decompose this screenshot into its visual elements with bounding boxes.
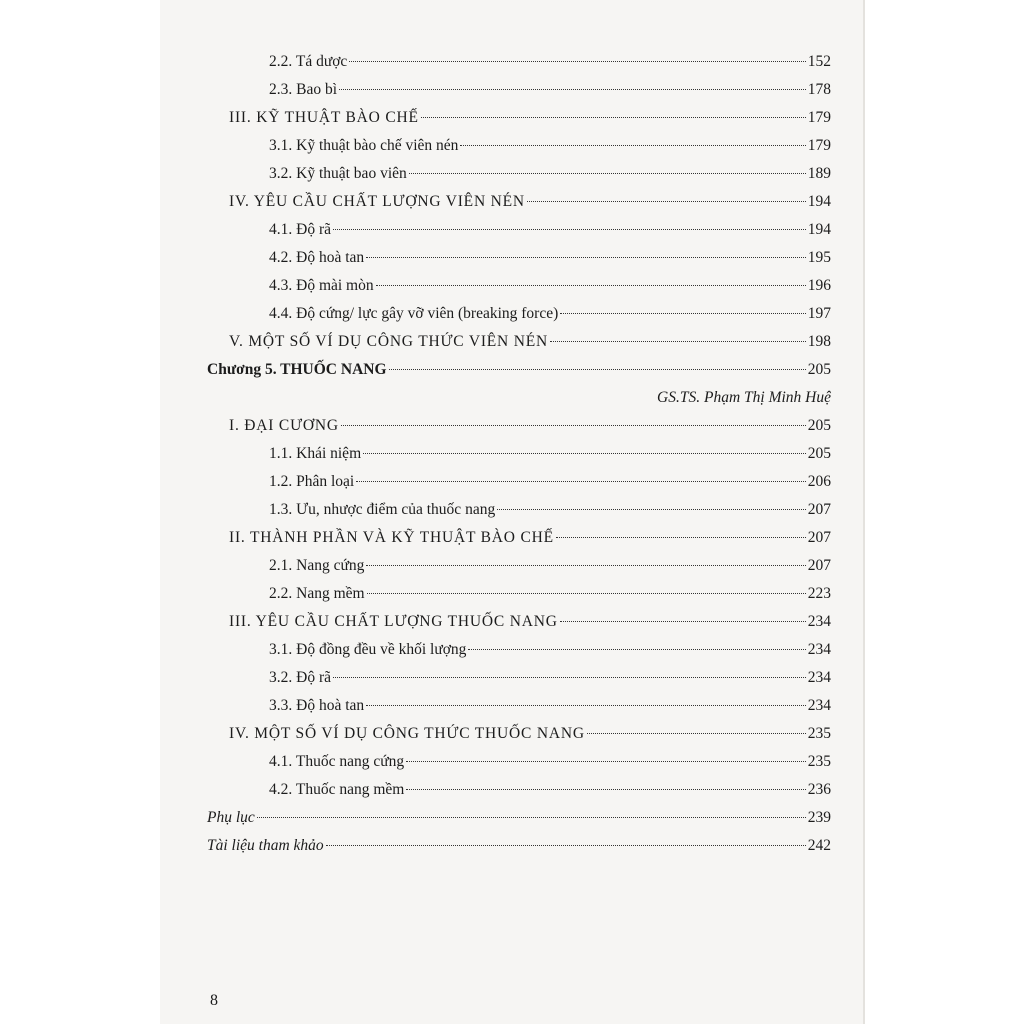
toc-entry-title: 3.2. Độ rã xyxy=(269,669,331,686)
toc-entry-page: 234 xyxy=(807,669,831,686)
dot-leader xyxy=(363,453,806,454)
toc-entry xyxy=(207,636,831,664)
toc-entry xyxy=(207,664,831,692)
toc-entry-title: 2.1. Nang cứng xyxy=(269,557,365,574)
toc-entry-page: 242 xyxy=(807,837,831,854)
toc-chapter-entry xyxy=(207,356,831,384)
toc-entry xyxy=(207,832,831,860)
toc-entry-page: 197 xyxy=(807,305,831,322)
toc-entry-page: 235 xyxy=(807,753,831,770)
toc-entry xyxy=(207,160,831,188)
toc-entry-page: 207 xyxy=(807,501,831,518)
toc-entry-title: II. THÀNH PHẦN VÀ KỸ THUẬT BÀO CHẾ xyxy=(229,529,554,546)
toc-entry xyxy=(207,440,831,468)
toc-entry-page: 205 xyxy=(807,445,831,462)
toc-entry-title: 4.1. Thuốc nang cứng xyxy=(269,753,405,770)
toc-entry-page: 194 xyxy=(807,221,831,238)
dot-leader xyxy=(406,789,805,790)
toc-entry xyxy=(207,524,831,552)
toc-entry-page: 205 xyxy=(807,417,831,434)
toc-entry-page: 234 xyxy=(807,613,831,630)
dot-leader xyxy=(389,369,806,370)
toc-entry-page: 236 xyxy=(807,781,831,798)
toc-entry xyxy=(207,552,831,580)
toc-entry xyxy=(207,580,831,608)
toc-entry-title: Tài liệu tham khảo xyxy=(207,837,324,854)
toc-entry-title: I. ĐẠI CƯƠNG xyxy=(229,417,339,434)
toc-entry xyxy=(207,48,831,76)
toc-entry-page: 179 xyxy=(807,109,831,126)
toc-entry-page: 206 xyxy=(807,473,831,490)
toc-entry xyxy=(207,496,831,524)
toc-entry-title: 3.1. Kỹ thuật bào chế viên nén xyxy=(269,137,459,154)
toc-entry xyxy=(207,132,831,160)
dot-leader xyxy=(366,565,805,566)
dot-leader xyxy=(341,425,806,426)
dot-leader xyxy=(527,201,806,202)
dot-leader xyxy=(497,509,806,510)
toc-entry-page: 234 xyxy=(807,697,831,714)
dot-leader xyxy=(406,761,806,762)
toc-entry-title: 4.4. Độ cứng/ lực gây vỡ viên (breaking force) xyxy=(269,305,559,322)
dot-leader xyxy=(349,61,805,62)
toc-entry-page: 196 xyxy=(807,277,831,294)
toc-entry-title: IV. MỘT SỐ VÍ DỤ CÔNG THỨC THUỐC NANG xyxy=(229,725,585,742)
toc-entry xyxy=(207,76,831,104)
toc-entry xyxy=(207,804,831,832)
toc-entry-title: III. KỸ THUẬT BÀO CHẾ xyxy=(229,109,419,126)
toc-entry-title: 1.2. Phân loại xyxy=(269,473,355,490)
dot-leader xyxy=(468,649,805,650)
toc-entry-title: Phụ lục xyxy=(207,809,255,826)
toc-entry-title: 4.2. Thuốc nang mềm xyxy=(269,781,405,798)
toc-entry xyxy=(207,468,831,496)
dot-leader xyxy=(556,537,806,538)
dot-leader xyxy=(356,481,806,482)
toc-entry xyxy=(207,328,831,356)
dot-leader xyxy=(326,845,806,846)
toc-entry-title: 1.1. Khái niệm xyxy=(269,445,362,462)
toc-entry xyxy=(207,216,831,244)
toc-entry xyxy=(207,692,831,720)
dot-leader xyxy=(560,621,806,622)
toc-entry xyxy=(207,272,831,300)
toc-entry-page: 234 xyxy=(807,641,831,658)
dot-leader xyxy=(366,705,806,706)
toc-entry-page: 178 xyxy=(807,81,831,98)
toc-entry xyxy=(207,776,831,804)
table-of-contents xyxy=(207,48,831,860)
toc-entry-page: 152 xyxy=(807,53,831,70)
toc-entry-page: 198 xyxy=(807,333,831,350)
dot-leader xyxy=(366,257,806,258)
dot-leader xyxy=(587,733,806,734)
toc-entry-page: 207 xyxy=(807,557,831,574)
toc-entry-page: 189 xyxy=(807,165,831,182)
dot-leader xyxy=(339,89,806,90)
dot-leader xyxy=(550,341,806,342)
toc-entry-page: 223 xyxy=(807,585,831,602)
toc-entry-title: 3.3. Độ hoà tan xyxy=(269,697,365,714)
toc-entry-page: 205 xyxy=(807,361,831,378)
toc-entry xyxy=(207,244,831,272)
toc-entry-title: 1.3. Ưu, nhược điểm của thuốc nang xyxy=(269,501,496,518)
toc-entry xyxy=(207,188,831,216)
page-number: 8 xyxy=(210,992,218,1009)
toc-entry-title: 2.2. Nang mềm xyxy=(269,585,365,602)
toc-entry-title: IV. YÊU CẦU CHẤT LƯỢNG VIÊN NÉN xyxy=(229,193,525,210)
toc-entry xyxy=(207,720,831,748)
dot-leader xyxy=(333,229,806,230)
toc-entry-title: III. YÊU CẦU CHẤT LƯỢNG THUỐC NANG xyxy=(229,613,558,630)
toc-entry xyxy=(207,748,831,776)
dot-leader xyxy=(376,285,806,286)
toc-entry-page: 207 xyxy=(807,529,831,546)
toc-entry-title: 2.3. Bao bì xyxy=(269,81,338,98)
toc-entry-page: 195 xyxy=(807,249,831,266)
chapter-author: GS.TS. Phạm Thị Minh Huệ xyxy=(657,389,831,406)
toc-entry-title: 4.2. Độ hoà tan xyxy=(269,249,365,266)
toc-entry xyxy=(207,300,831,328)
toc-entry-page: 239 xyxy=(807,809,831,826)
toc-entry-page: 179 xyxy=(807,137,831,154)
dot-leader xyxy=(333,677,806,678)
dot-leader xyxy=(421,117,806,118)
toc-entry-title: 3.2. Kỹ thuật bao viên xyxy=(269,165,407,182)
toc-entry-title: 4.3. Độ mài mòn xyxy=(269,277,374,294)
dot-leader xyxy=(409,173,806,174)
toc-entry xyxy=(207,104,831,132)
toc-entry-title: 3.1. Độ đồng đều về khối lượng xyxy=(269,641,467,658)
toc-entry xyxy=(207,608,831,636)
dot-leader xyxy=(460,145,805,146)
dot-leader xyxy=(367,593,806,594)
dot-leader xyxy=(560,313,805,314)
toc-entry-title: Chương 5. THUỐC NANG xyxy=(207,361,387,378)
toc-entry-title: V. MỘT SỐ VÍ DỤ CÔNG THỨC VIÊN NÉN xyxy=(229,333,548,350)
toc-entry-title: 2.2. Tá dược xyxy=(269,53,348,70)
toc-entry-title: 4.1. Độ rã xyxy=(269,221,331,238)
toc-entry-page: 235 xyxy=(807,725,831,742)
toc-entry-page: 194 xyxy=(807,193,831,210)
dot-leader xyxy=(257,817,806,818)
toc-entry xyxy=(207,412,831,440)
